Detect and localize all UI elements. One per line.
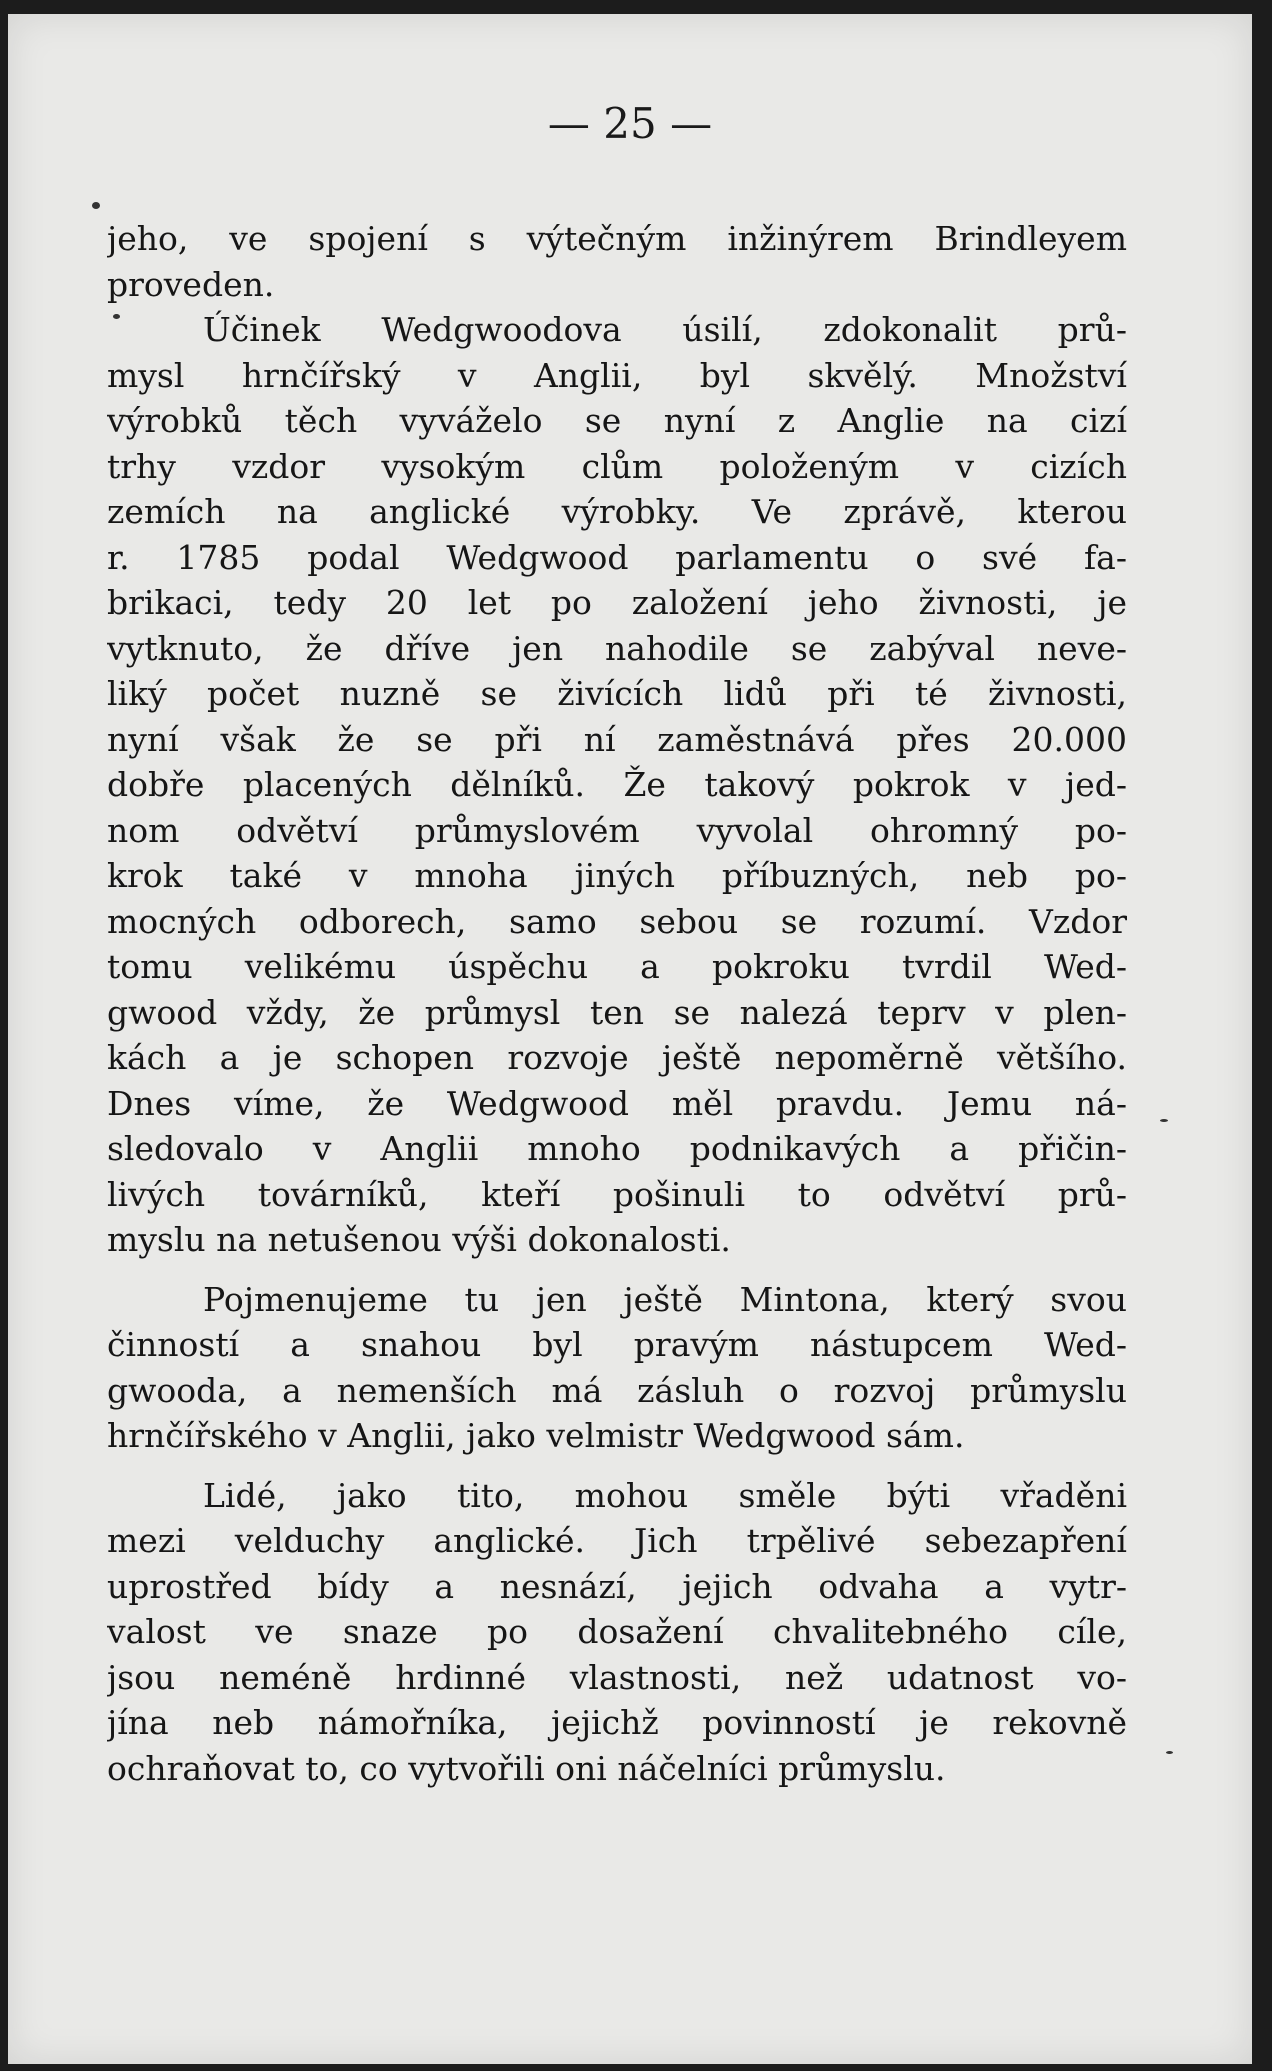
text-line: jína neb námořníka, jejichž povinností je rekovně: [107, 1703, 1127, 1742]
text-line: kách a je schopen rozvoje ještě nepoměrně většího.: [107, 1038, 1127, 1077]
text-line: nom odvětví průmyslovém vyvolal ohromný po-: [107, 810, 1127, 850]
text-line: Dnes víme, že Wedgwood měl pravdu. Jemu ná-: [107, 1083, 1127, 1123]
text-line: mezi velduchy anglické. Jich trpělivé sebezapření: [107, 1521, 1127, 1560]
text-line: mocných odborech, samo sebou se rozumí. Vzdor: [107, 901, 1127, 941]
paragraph-4: [107, 1473, 1127, 1792]
print-speck: [92, 202, 100, 209]
text-line: brikaci, tedy 20 let po založení jeho živnosti, je: [107, 583, 1127, 622]
book-page: [8, 14, 1252, 2064]
text-line: sledovalo v Anglii mnoho podnikavých a přičin-: [107, 1129, 1127, 1168]
text-line: ochraňovat to, co vytvořili oni náčelníci průmyslu.: [107, 1748, 946, 1788]
body-text: [107, 216, 1127, 1791]
text-line: gwood vždy, že průmysl ten se nalezá teprv v plen-: [107, 992, 1127, 1032]
print-speck: [1166, 1751, 1173, 1754]
text-line: hrnčířského v Anglii, jako velmistr Wedgwood sám.: [107, 1416, 965, 1455]
print-speck: [1160, 1119, 1168, 1122]
text-line: liký počet nuzně se živících lidů při té živnosti,: [107, 674, 1127, 713]
text-line: proveden.: [107, 264, 275, 304]
text-line: trhy vzdor vysokým clům položeným v cizích: [107, 446, 1127, 486]
paragraph-3: [107, 1277, 1127, 1459]
text-line: jeho, ve spojení s výtečným inžinýrem Brindleyem: [107, 219, 1127, 258]
text-line: jsou neméně hrdinné vlastnosti, než udatnost vo-: [107, 1657, 1127, 1697]
paragraph-2: [107, 307, 1127, 1263]
text-line: tomu velikému úspěchu a pokroku tvrdil Wed-: [107, 947, 1127, 986]
paragraph-1: [107, 216, 1127, 307]
text-line: livých továrníků, kteří pošinuli to odvětví prů-: [107, 1174, 1127, 1214]
text-line: nyní však že se při ní zaměstnává přes 20.000: [107, 719, 1127, 759]
text-line: valost ve snaze po dosažení chvalitebného cíle,: [107, 1612, 1127, 1651]
text-line: krok také v mnoha jiných příbuzných, neb po-: [107, 856, 1127, 895]
text-line: r. 1785 podal Wedgwood parlamentu o své fa-: [107, 537, 1127, 577]
text-line: činností a snahou byl pravým nástupcem Wed-: [107, 1325, 1127, 1364]
text-line: mysl hrnčířský v Anglii, byl skvělý. Množství: [107, 355, 1127, 395]
text-line: Pojmenujeme tu jen ještě Mintona, který svou: [203, 1279, 1127, 1319]
text-line: uprostřed bídy a nesnází, jejich odvaha a vytr-: [107, 1566, 1127, 1606]
page-number: — 25 —: [547, 99, 713, 148]
text-line: vytknuto, že dříve jen nahodile se zabýval neve-: [107, 628, 1127, 668]
text-line: myslu na netušenou výši dokonalosti.: [107, 1220, 731, 1259]
text-line: výrobků těch vyváželo se nyní z Anglie na cizí: [107, 401, 1127, 440]
text-line: Lidé, jako tito, mohou směle býti vřaděni: [203, 1475, 1127, 1515]
print-speck: [113, 314, 120, 319]
text-line: dobře placených dělníků. Že takový pokrok v jed-: [107, 765, 1127, 804]
text-line: gwooda, a nemenších má zásluh o rozvoj průmyslu: [107, 1370, 1127, 1410]
text-line: zemích na anglické výrobky. Ve zprávě, kterou: [107, 492, 1127, 531]
text-line: Účinek Wedgwoodova úsilí, zdokonalit prů-: [203, 310, 1127, 349]
